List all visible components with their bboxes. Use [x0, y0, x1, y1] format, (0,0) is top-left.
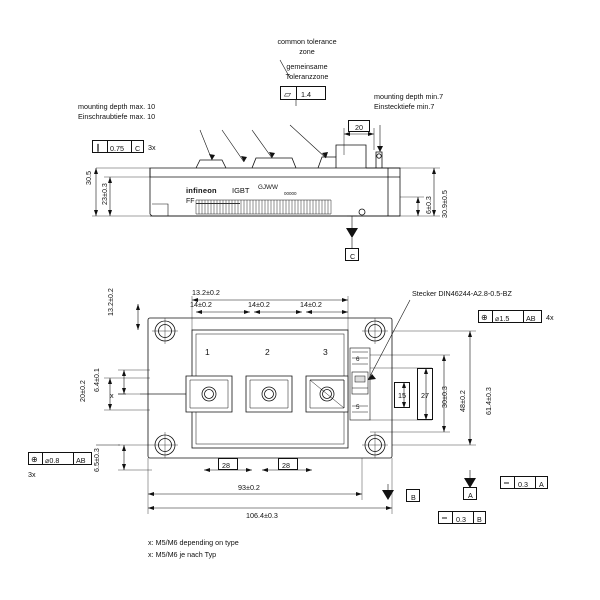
- datum-c-box: [345, 248, 359, 261]
- parallelism-frame-b: [438, 511, 486, 524]
- dim-6-5: 6.5±0.3: [92, 448, 101, 472]
- dim-27: 27: [421, 391, 429, 400]
- dim-20-box: [348, 120, 370, 132]
- module-code2-label: 00000: [284, 191, 297, 196]
- terminal-label-1: 1: [205, 347, 210, 357]
- parallel-value-b: 0.3: [456, 514, 466, 524]
- terminal-label-6: 6: [356, 356, 360, 363]
- position-qty-1: 3x: [28, 470, 36, 479]
- module-type-label: IGBT: [232, 186, 250, 195]
- mounting-depth-max-en: mounting depth max. 10: [78, 102, 156, 111]
- connector-note: Stecker DIN46244-A2.8-0.5-BZ: [412, 289, 512, 298]
- dim-28-2: 28: [282, 461, 290, 470]
- dim-6-4: 6.4±0.1: [92, 368, 101, 392]
- datum-c-label: C: [350, 251, 356, 261]
- parallel-symbol-a: ═: [504, 480, 509, 487]
- dim-106-4: 106.4±0.3: [246, 511, 278, 520]
- parallelism-frame-a: [500, 476, 548, 489]
- dim-20-value: 20: [355, 123, 363, 132]
- dim-48: 48±0.2: [458, 390, 467, 412]
- datum-a-label: A: [468, 490, 473, 500]
- dim-28-1: 28: [222, 461, 230, 470]
- parallel-datum-top: C: [135, 143, 141, 153]
- module-ff-label: FF: [186, 198, 195, 205]
- dim-15-box: [394, 382, 410, 408]
- position-datums-2: AB: [526, 313, 536, 323]
- terminal-label-3: 3: [323, 347, 328, 357]
- common-tolerance-en-line1: common tolerance: [277, 37, 337, 46]
- dim-15: 15: [398, 391, 406, 400]
- dim-27-box: [417, 368, 433, 420]
- parallel-symbol-b: ═: [442, 515, 447, 522]
- dim-93: 93±0.2: [238, 483, 260, 492]
- parallel-value-top: 0.75: [110, 143, 124, 153]
- mounting-depth-min-en: mounting depth min.7: [374, 92, 444, 101]
- position-symbol-2: ⊕: [481, 313, 488, 322]
- module-code-label: GJWW: [258, 184, 278, 191]
- dim-6-3: 6±0.3: [424, 196, 433, 214]
- terminal-label-2: 2: [265, 347, 270, 357]
- dim-30-3: 30±0.3: [440, 386, 449, 408]
- position-tolerance-frame-2: [478, 310, 542, 323]
- dim-x-label: x: [110, 391, 114, 400]
- dim-28-1-box: [218, 458, 238, 470]
- footnote-de: x: M5/M6 je nach Typ: [148, 550, 217, 559]
- dim-30-9: 30.9±0.5: [440, 190, 449, 218]
- flatness-qty-top: 3x: [148, 143, 156, 152]
- flatness-tolerance-frame: [280, 86, 326, 100]
- mounting-depth-min-de: Einstecktiefe min.7: [374, 102, 435, 111]
- common-tolerance-de-line1: gemeinsame: [286, 62, 328, 71]
- dim-14-3: 14±0.2: [300, 300, 322, 309]
- parallel-symbol-top: ∥: [96, 143, 100, 152]
- common-tolerance-de-line2: Toleranzzone: [285, 72, 329, 81]
- parallel-value-a: 0.3: [518, 479, 528, 489]
- position-qty-2: 4x: [546, 313, 554, 322]
- brand-label: infineon: [186, 186, 217, 195]
- position-symbol-1: ⊕: [31, 455, 38, 464]
- datum-a-box: [463, 487, 477, 500]
- flatness-value: 1.4: [301, 90, 311, 99]
- common-tolerance-en-line2: zone: [299, 47, 315, 56]
- parallel-datum-a: A: [539, 479, 544, 489]
- dim-28-2-box: [278, 458, 298, 470]
- mounting-depth-max-de: Einschraubtiefe max. 10: [78, 112, 156, 121]
- dim-14-1: 14±0.2: [190, 300, 212, 309]
- flatness-symbol: ▱: [284, 88, 291, 99]
- dim-13-2-top: 13.2±0.2: [192, 288, 220, 297]
- parallel-datum-b: B: [477, 514, 482, 524]
- dim-61-4: 61.4±0.3: [484, 387, 493, 415]
- dim-20-left: 20±0.2: [78, 380, 87, 402]
- dim-23-3: 23±0.3: [100, 183, 109, 205]
- parallelism-frame-top: [92, 140, 144, 153]
- position-tolerance-frame-1: [28, 452, 92, 465]
- footnote-en: x: M5/M6 depending on type: [148, 538, 239, 547]
- dim-30-5: 30.5: [84, 171, 93, 185]
- dim-13-2-left: 13.2±0.2: [106, 288, 115, 316]
- position-datums-1: AB: [76, 455, 86, 465]
- terminal-label-5: 5: [356, 404, 360, 411]
- position-value-2: ⌀1.5: [495, 313, 510, 323]
- dim-14-2: 14±0.2: [248, 300, 270, 309]
- position-value-1: ⌀0.8: [45, 455, 60, 465]
- datum-b-box: [406, 489, 420, 502]
- datum-b-label: B: [411, 492, 416, 502]
